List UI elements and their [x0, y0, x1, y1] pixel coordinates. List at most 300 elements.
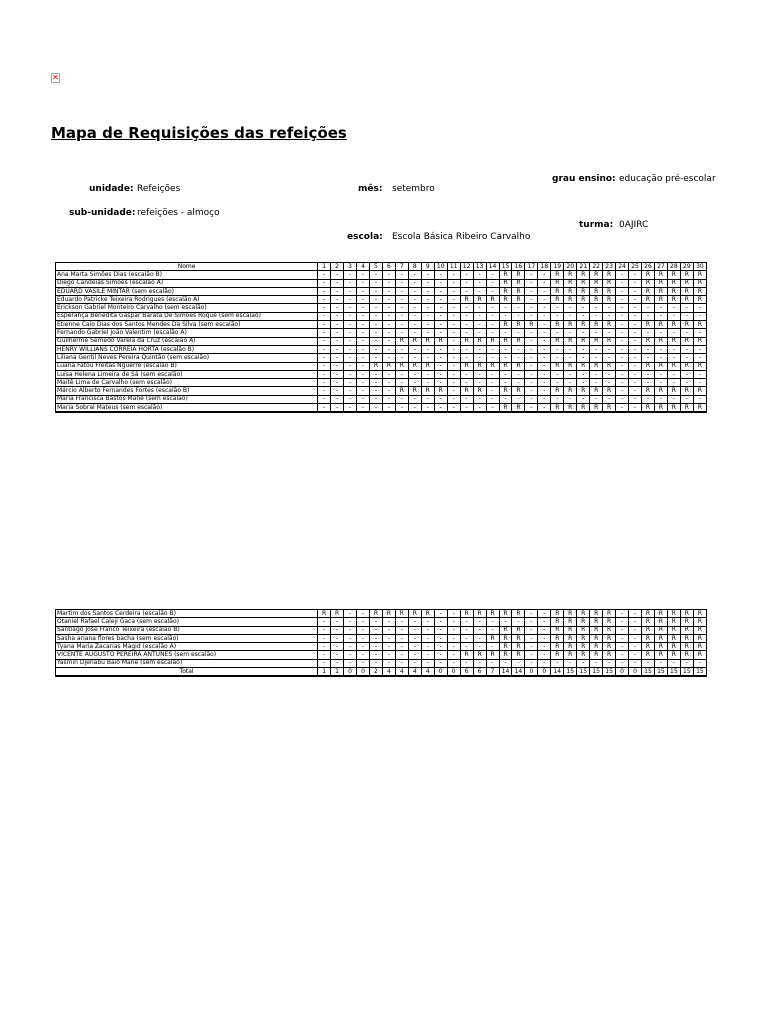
- meal-cell: -: [369, 304, 382, 312]
- meal-cell: R: [577, 626, 590, 634]
- meal-cell: -: [447, 329, 460, 337]
- meal-cell: -: [629, 321, 642, 329]
- meal-cell: -: [525, 329, 538, 337]
- meal-cell: -: [486, 279, 499, 287]
- meal-cell: -: [331, 321, 344, 329]
- meal-cell: R: [603, 296, 616, 304]
- meal-cell: -: [382, 626, 395, 634]
- meal-cell: R: [680, 404, 693, 413]
- meal-cell: R: [551, 296, 564, 304]
- meal-cell: -: [382, 296, 395, 304]
- page-title: Mapa de Requisições das refeições: [51, 124, 347, 142]
- meal-cell: R: [654, 610, 667, 618]
- meal-cell: -: [408, 321, 421, 329]
- meal-cell: R: [551, 634, 564, 642]
- meal-cell: -: [357, 643, 370, 651]
- meal-cell: -: [564, 304, 577, 312]
- meal-cell: -: [318, 618, 331, 626]
- table-row: [56, 634, 707, 642]
- student-name: Maria Sobral Mateus (sem escalão): [56, 404, 318, 413]
- meal-cell: -: [680, 659, 693, 667]
- meal-cell: -: [654, 379, 667, 387]
- meal-cell: -: [486, 659, 499, 667]
- meal-cell: -: [616, 329, 629, 337]
- meal-cell: -: [499, 354, 512, 362]
- meal-cell: -: [344, 659, 357, 667]
- meal-cell: R: [564, 626, 577, 634]
- total-cell: 14: [499, 668, 512, 677]
- meal-cell: -: [447, 643, 460, 651]
- broken-image-icon: ✕: [52, 73, 59, 82]
- meal-cell: R: [499, 643, 512, 651]
- meal-cell: -: [629, 404, 642, 413]
- grau-ensino-label: grau ensino:: [552, 174, 616, 184]
- meal-cell: R: [577, 296, 590, 304]
- meal-cell: -: [577, 354, 590, 362]
- meal-cell: -: [369, 337, 382, 345]
- total-cell: 4: [408, 668, 421, 677]
- meal-cell: -: [344, 329, 357, 337]
- day-column-header: 11: [447, 263, 460, 271]
- meal-cell: -: [421, 643, 434, 651]
- meal-cell: -: [629, 279, 642, 287]
- meal-cell: R: [460, 610, 473, 618]
- meal-cell: -: [331, 379, 344, 387]
- meal-cell: -: [344, 651, 357, 659]
- day-column-header: 3: [344, 263, 357, 271]
- meal-cell: -: [382, 643, 395, 651]
- meal-cell: -: [616, 643, 629, 651]
- meal-cell: -: [344, 321, 357, 329]
- meal-cell: R: [654, 651, 667, 659]
- meal-cell: R: [654, 296, 667, 304]
- meal-cell: R: [641, 321, 654, 329]
- meal-cell: R: [564, 279, 577, 287]
- meal-cell: R: [654, 321, 667, 329]
- meal-cell: -: [395, 643, 408, 651]
- meal-cell: R: [577, 287, 590, 295]
- meal-cell: -: [318, 362, 331, 370]
- meal-cell: -: [460, 345, 473, 353]
- meal-cell: -: [590, 304, 603, 312]
- meal-cell: -: [369, 404, 382, 413]
- meal-cell: R: [512, 362, 525, 370]
- meal-cell: R: [486, 634, 499, 642]
- meal-cell: R: [512, 271, 525, 279]
- meal-cell: R: [667, 634, 680, 642]
- meal-cell: -: [538, 312, 551, 320]
- meal-cell: -: [369, 312, 382, 320]
- meal-cell: R: [486, 296, 499, 304]
- meal-cell: R: [603, 634, 616, 642]
- meal-cell: R: [654, 643, 667, 651]
- meal-cell: -: [369, 370, 382, 378]
- meal-cell: -: [331, 618, 344, 626]
- meal-cell: -: [408, 626, 421, 634]
- meal-cell: -: [641, 345, 654, 353]
- meal-cell: -: [693, 659, 706, 667]
- student-name: HENRY WILLIANS CORREIA HORTA (escalão B): [56, 345, 318, 353]
- meal-cell: -: [629, 345, 642, 353]
- meal-cell: -: [357, 312, 370, 320]
- meal-cell: -: [318, 626, 331, 634]
- meal-cell: -: [382, 304, 395, 312]
- meal-cell: -: [616, 321, 629, 329]
- meal-cell: R: [693, 271, 706, 279]
- meal-cell: R: [590, 404, 603, 413]
- total-cell: 6: [460, 668, 473, 677]
- total-cell: 1: [331, 668, 344, 677]
- meal-cell: R: [667, 337, 680, 345]
- day-column-header: 13: [473, 263, 486, 271]
- meal-cell: -: [344, 379, 357, 387]
- meal-cell: -: [525, 618, 538, 626]
- meal-cell: -: [499, 312, 512, 320]
- meal-cell: -: [382, 337, 395, 345]
- meal-cell: -: [408, 404, 421, 413]
- meal-cell: -: [616, 651, 629, 659]
- meal-cell: -: [395, 345, 408, 353]
- meal-cell: R: [551, 287, 564, 295]
- meal-cell: -: [460, 643, 473, 651]
- meal-cell: -: [331, 296, 344, 304]
- meal-cell: R: [590, 296, 603, 304]
- meal-cell: R: [408, 610, 421, 618]
- meal-cell: -: [382, 634, 395, 642]
- meal-cell: -: [538, 634, 551, 642]
- meal-cell: -: [434, 610, 447, 618]
- meal-cell: -: [551, 304, 564, 312]
- meal-cell: -: [564, 345, 577, 353]
- escola-label: escola:: [347, 232, 383, 242]
- meal-cell: -: [538, 404, 551, 413]
- meal-cell: R: [512, 387, 525, 395]
- meal-cell: -: [616, 634, 629, 642]
- meal-cell: -: [344, 618, 357, 626]
- meal-cell: -: [616, 362, 629, 370]
- meal-cell: -: [564, 370, 577, 378]
- meal-cell: -: [408, 370, 421, 378]
- meal-cell: -: [693, 329, 706, 337]
- meal-cell: R: [667, 296, 680, 304]
- total-label: Total: [56, 668, 318, 677]
- meal-cell: -: [434, 271, 447, 279]
- meal-cell: -: [447, 634, 460, 642]
- meal-cell: -: [486, 304, 499, 312]
- total-cell: 2: [369, 668, 382, 677]
- meal-cell: -: [629, 312, 642, 320]
- meal-cell: -: [382, 312, 395, 320]
- meal-cell: R: [680, 321, 693, 329]
- meal-cell: -: [357, 379, 370, 387]
- meal-cell: -: [551, 659, 564, 667]
- meal-cell: -: [693, 312, 706, 320]
- meal-cell: -: [369, 618, 382, 626]
- table-row: [56, 329, 707, 337]
- meal-cell: -: [641, 329, 654, 337]
- meal-cell: -: [395, 354, 408, 362]
- meal-cell: -: [525, 279, 538, 287]
- meal-cell: -: [408, 329, 421, 337]
- meal-cell: -: [616, 312, 629, 320]
- meal-cell: -: [525, 304, 538, 312]
- meal-cell: -: [447, 370, 460, 378]
- meal-cell: R: [499, 610, 512, 618]
- meal-cell: -: [447, 287, 460, 295]
- meal-cell: -: [603, 379, 616, 387]
- meal-cell: -: [525, 337, 538, 345]
- meal-cell: -: [667, 345, 680, 353]
- total-cell: 15: [590, 668, 603, 677]
- meal-cell: -: [421, 618, 434, 626]
- meal-cell: -: [667, 329, 680, 337]
- meal-cell: -: [577, 345, 590, 353]
- meal-cell: -: [447, 271, 460, 279]
- meal-cell: -: [616, 404, 629, 413]
- meal-cell: -: [331, 304, 344, 312]
- meal-cell: -: [616, 379, 629, 387]
- meal-cell: R: [577, 271, 590, 279]
- meal-cell: -: [434, 362, 447, 370]
- student-name: Maitê Lima de Carvalho (sem escalão): [56, 379, 318, 387]
- meal-cell: -: [486, 312, 499, 320]
- meal-cell: -: [590, 345, 603, 353]
- meal-cell: -: [693, 304, 706, 312]
- student-name: Ana Marta Simões Dias (escalão B): [56, 271, 318, 279]
- meal-cell: -: [680, 354, 693, 362]
- meal-cell: R: [499, 634, 512, 642]
- meal-cell: -: [460, 312, 473, 320]
- meal-cell: -: [486, 626, 499, 634]
- meal-cell: R: [590, 362, 603, 370]
- meal-cell: -: [369, 329, 382, 337]
- meal-cell: -: [499, 329, 512, 337]
- meal-cell: R: [564, 634, 577, 642]
- meal-cell: -: [318, 404, 331, 413]
- meal-cell: -: [473, 279, 486, 287]
- day-column-header: 23: [603, 263, 616, 271]
- meal-cell: -: [473, 321, 486, 329]
- meal-cell: -: [331, 337, 344, 345]
- meal-cell: R: [667, 279, 680, 287]
- meal-cell: -: [499, 345, 512, 353]
- meal-cell: -: [369, 271, 382, 279]
- meal-cell: -: [538, 618, 551, 626]
- meal-cell: -: [369, 395, 382, 403]
- meal-cell: -: [473, 354, 486, 362]
- meal-cell: -: [667, 370, 680, 378]
- meal-cell: -: [564, 312, 577, 320]
- meal-cell: -: [344, 626, 357, 634]
- meal-cell: R: [473, 337, 486, 345]
- meal-cell: -: [434, 404, 447, 413]
- meal-cell: -: [590, 395, 603, 403]
- meal-cell: R: [667, 387, 680, 395]
- meal-cell: R: [421, 610, 434, 618]
- meal-cell: R: [590, 279, 603, 287]
- meal-cell: -: [590, 370, 603, 378]
- meal-cell: -: [629, 618, 642, 626]
- meal-cell: -: [486, 404, 499, 413]
- meal-cell: R: [654, 634, 667, 642]
- meal-cell: R: [512, 296, 525, 304]
- meal-cell: -: [525, 271, 538, 279]
- meal-cell: R: [667, 618, 680, 626]
- meal-cell: -: [512, 659, 525, 667]
- meal-cell: R: [667, 362, 680, 370]
- meal-cell: -: [460, 329, 473, 337]
- meal-cell: -: [616, 279, 629, 287]
- total-cell: 0: [357, 668, 370, 677]
- meal-cell: -: [460, 321, 473, 329]
- mes-label: mês:: [358, 184, 383, 194]
- meal-cell: R: [693, 404, 706, 413]
- meal-cell: -: [408, 354, 421, 362]
- meal-cell: R: [654, 387, 667, 395]
- meal-cell: -: [616, 287, 629, 295]
- meal-cell: -: [447, 304, 460, 312]
- student-name: Esperança Benedita Gaspar Barata De Simoes Roque (sem escalão): [56, 312, 318, 320]
- meal-cell: -: [654, 354, 667, 362]
- meal-cell: -: [525, 296, 538, 304]
- meal-cell: -: [486, 287, 499, 295]
- meal-cell: -: [525, 287, 538, 295]
- meal-cell: R: [693, 337, 706, 345]
- day-column-header: 29: [680, 263, 693, 271]
- meal-cell: -: [641, 379, 654, 387]
- meal-cell: -: [344, 362, 357, 370]
- meal-cell: R: [577, 387, 590, 395]
- meal-cell: -: [473, 404, 486, 413]
- total-cell: 14: [512, 668, 525, 677]
- meal-cell: -: [538, 643, 551, 651]
- meal-cell: -: [680, 395, 693, 403]
- meal-cell: R: [667, 651, 680, 659]
- meal-cell: -: [525, 370, 538, 378]
- meal-cell: R: [395, 387, 408, 395]
- meal-cell: -: [357, 279, 370, 287]
- meal-cell: -: [331, 271, 344, 279]
- meal-cell: R: [564, 271, 577, 279]
- meal-cell: -: [447, 626, 460, 634]
- meal-cell: -: [408, 643, 421, 651]
- meal-cell: -: [434, 312, 447, 320]
- meal-cell: R: [499, 279, 512, 287]
- meal-cell: R: [551, 651, 564, 659]
- grau-ensino-value: educação pré-escolar: [619, 174, 716, 184]
- meal-cell: -: [590, 354, 603, 362]
- meal-cell: -: [460, 626, 473, 634]
- meal-cell: R: [667, 626, 680, 634]
- day-column-header: 15: [499, 263, 512, 271]
- meal-cell: R: [641, 387, 654, 395]
- meal-cell: -: [538, 395, 551, 403]
- meal-cell: -: [447, 362, 460, 370]
- day-column-header: 10: [434, 263, 447, 271]
- meal-cell: -: [382, 395, 395, 403]
- meal-cell: R: [654, 337, 667, 345]
- meal-cell: R: [564, 362, 577, 370]
- meal-cell: -: [654, 345, 667, 353]
- day-column-header: 17: [525, 263, 538, 271]
- unidade-label: unidade:: [89, 184, 134, 194]
- meal-cell: R: [499, 387, 512, 395]
- meal-cell: -: [616, 304, 629, 312]
- meal-cell: -: [357, 296, 370, 304]
- student-name: Erickson Gabriel Monteiro Carvalho (sem escalão): [56, 304, 318, 312]
- total-cell: 0: [344, 668, 357, 677]
- meal-cell: -: [577, 379, 590, 387]
- meal-cell: -: [538, 271, 551, 279]
- meal-cell: R: [680, 618, 693, 626]
- meal-cell: R: [486, 362, 499, 370]
- student-name: Otaniel Rafael Caleji Gaca (sem escalão): [56, 618, 318, 626]
- meal-cell: R: [408, 337, 421, 345]
- meal-cell: R: [667, 610, 680, 618]
- student-name: Diego Candeias Simões (escalão A): [56, 279, 318, 287]
- meal-cell: -: [395, 370, 408, 378]
- meal-cell: -: [395, 271, 408, 279]
- meal-cell: -: [395, 651, 408, 659]
- meal-cell: -: [460, 659, 473, 667]
- meal-cell: -: [577, 329, 590, 337]
- meal-cell: R: [460, 362, 473, 370]
- meal-cell: -: [369, 296, 382, 304]
- meal-cell: R: [693, 296, 706, 304]
- meal-cell: R: [512, 651, 525, 659]
- meal-cell: -: [421, 312, 434, 320]
- student-name: Sasha ariana flores bacha (sem escalão): [56, 634, 318, 642]
- meal-cell: -: [318, 379, 331, 387]
- meal-cell: -: [421, 659, 434, 667]
- meal-cell: R: [654, 287, 667, 295]
- meal-cell: -: [629, 659, 642, 667]
- meal-cell: R: [486, 337, 499, 345]
- meal-cell: -: [525, 651, 538, 659]
- meal-cell: -: [395, 379, 408, 387]
- table-row: [56, 618, 707, 626]
- day-column-header: 12: [460, 263, 473, 271]
- meal-cell: -: [538, 610, 551, 618]
- meal-cell: -: [447, 659, 460, 667]
- meal-cell: R: [603, 643, 616, 651]
- meal-cell: R: [680, 279, 693, 287]
- meal-cell: -: [447, 312, 460, 320]
- meal-cell: -: [538, 329, 551, 337]
- meal-cell: R: [590, 387, 603, 395]
- meal-cell: R: [641, 279, 654, 287]
- meal-cell: -: [382, 271, 395, 279]
- meal-cell: -: [680, 345, 693, 353]
- meal-cell: R: [499, 404, 512, 413]
- meal-cell: -: [331, 287, 344, 295]
- meal-cell: -: [460, 354, 473, 362]
- meal-cell: -: [331, 651, 344, 659]
- meal-cell: -: [395, 312, 408, 320]
- meal-cell: -: [331, 329, 344, 337]
- student-name: VICENTE AUGUSTO PEREIRA ANTUNES (sem escalão): [56, 651, 318, 659]
- meal-cell: -: [499, 379, 512, 387]
- meal-cell: -: [551, 312, 564, 320]
- meal-cell: R: [512, 610, 525, 618]
- meal-cell: -: [460, 379, 473, 387]
- meal-cell: -: [369, 634, 382, 642]
- day-column-header: 8: [408, 263, 421, 271]
- meal-cell: -: [629, 610, 642, 618]
- meal-cell: -: [382, 370, 395, 378]
- meal-cell: R: [369, 362, 382, 370]
- total-cell: 4: [395, 668, 408, 677]
